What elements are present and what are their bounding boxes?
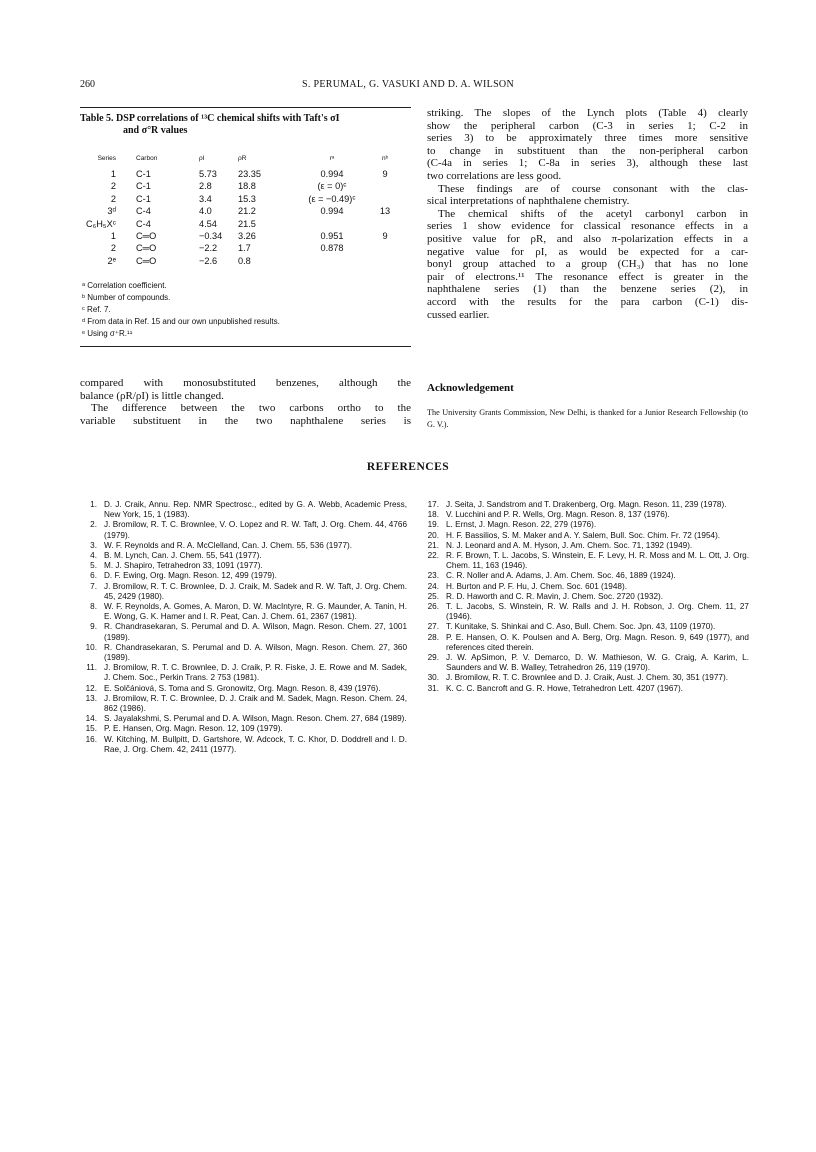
cell-rho-i: −0.34 [199,231,223,241]
reference-number: 10. [85,642,97,652]
table-top-rule [80,107,411,108]
acknowledgement-heading: Acknowledgement [427,382,514,394]
reference-text: B. M. Lynch, Can. J. Chem. 55, 541 (1977). [104,551,262,561]
references-right-column [425,500,749,694]
text-line: negative value for ρI, as would be expected for a car- [427,245,748,258]
text-line: These findings are of course consonant with the clas- [438,182,748,195]
cell-carbon: C═O [136,243,157,254]
reference-text: L. Ernst, J. Magn. Reson. 22, 279 (1976). [446,520,597,530]
text-line: accord with the results for the para carbon (C-1) dis- [427,295,748,308]
reference-number: 14. [85,714,97,724]
cell-n: 9 [382,231,388,241]
reference-text: H. F. Bassilios, S. M. Maker and A. Y. Salem, Bull. Soc. Chim. Fr. 72 (1954). [446,530,721,540]
reference-text: P. E. Hansen, Org. Magn. Reson. 12, 109 (1979). [104,724,283,734]
reference-number: 5. [90,561,97,571]
reference-text: M. J. Shapiro, Tetrahedron 33, 1091 (1977). [104,561,263,571]
reference-item [83,714,407,724]
running-title: S. PERUMAL, G. VASUKI AND D. A. WILSON [302,79,514,90]
cell-r: (ε = −0.49)ᶜ [308,193,356,204]
reference-item [83,520,407,540]
cell-rho-r: 18.8 [238,181,256,192]
reference-item [83,571,407,581]
cell-series: 2 [110,181,116,192]
reference-item [425,592,749,602]
reference-text: W. F. Reynolds, A. Gomes, A. Maron, D. W. MacIntyre, R. G. Maunder, A. Tanin, H. E. Wong, G. K. Hamer and I. R. Peat, Can. J. Chem. 61, 2367 (1981). [104,602,407,622]
reference-text: J. Seita, J. Sandstrom and T. Drakenberg, Org. Magn. Reson. 11, 239 (1978). [446,500,727,509]
cell-rho-i: −2.2 [199,243,218,254]
reference-text: C. R. Noller and A. Adams, J. Am. Chem. Soc. 46, 1889 (1924). [446,571,676,581]
reference-text: H. Burton and P. F. Hu, J. Chem. Soc. 601 (1948). [446,581,627,591]
reference-number: 19. [427,520,439,530]
reference-text: R. F. Brown, T. L. Jacobs, S. Winstein, E. F. Levy, H. R. Moss and M. L. Ott, J. Org. Chem. 11, 163 (1946). [446,551,749,571]
reference-item [83,684,407,694]
cell-series: 1 [110,169,116,179]
cell-rho-i: 4.0 [199,206,212,217]
footnote-a: ᵃ Correlation coefficient. [82,281,167,290]
reference-number: 20. [427,530,439,540]
reference-number: 12. [85,683,97,693]
text-line: positive value for ρR, and also π-polarization effects in a [427,232,748,245]
text-line: (C-4a in series 1; C-8a in series 3), although these last [427,157,748,170]
reference-item [83,724,407,734]
reference-number: 21. [427,540,439,550]
reference-item [425,622,749,632]
reference-item [425,653,749,673]
text-line: naphthalene series (1) than the benzene series (2), in [427,283,748,296]
left-column-text [80,377,411,427]
cell-series: 2 [110,193,116,204]
reference-item [83,622,407,642]
cell-rho-i: 5.73 [199,169,217,179]
footnote-b: ᵇ Number of compounds. [82,293,171,302]
reference-number: 27. [427,622,439,632]
cell-r: 0.994 [320,169,344,179]
reference-item [83,643,407,663]
cell-series: C₆H₅Xᶜ [85,218,116,229]
reference-number: 1. [90,500,97,509]
references-heading: REFERENCES [366,461,450,473]
reference-number: 2. [90,520,97,530]
reference-number: 29. [427,653,439,663]
reference-number: 15. [85,724,97,734]
reference-number: 8. [90,602,97,612]
footnote-e: ᵉ Using σ⁺R.¹¹ [82,329,133,338]
reference-number: 22. [427,551,439,561]
reference-text: T. Kunitake, S. Shinkai and C. Aso, Bull. Chem. Soc. Jpn. 43, 1109 (1970). [446,622,716,632]
reference-item [425,571,749,581]
reference-item [83,694,407,714]
column-header-carbon: Carbon [136,155,158,162]
reference-number: 18. [427,510,439,520]
reference-text: J. Bromilow, R. T. C. Brownlee, D. J. Craik and M. Sadek, Magn. Reson. Chem. 24, 862 (1986). [104,693,407,714]
cell-rho-i: 3.4 [199,193,212,204]
right-column-text [427,107,748,321]
reference-text: E. Solčániová, S. Toma and S. Gronowitz, Org. Magn. Reson. 8, 439 (1976). [104,683,381,693]
text-line: to change in substituent than the non-peripheral carbon [427,144,748,157]
cell-rho-r: 0.8 [238,255,251,266]
cell-series: 1 [110,231,116,241]
reference-number: 26. [427,602,439,612]
column-header-rho-r: ρR [238,155,247,162]
table-bottom-rule [80,346,411,347]
reference-text: P. E. Hansen, O. K. Poulsen and A. Berg, Org. Magn. Reson. 9, 649 (1977), and references cited therein. [446,632,749,652]
text-line: series 3) to be approximately three times more sensitive [427,132,748,145]
reference-number: 3. [90,540,97,550]
cell-carbon: C-4 [136,218,151,229]
table-caption-line-1: Table 5. DSP correlations of ¹³C chemical shifts with Taft's σI [80,113,340,124]
column-header-series: Series [97,155,116,162]
reference-item [425,633,749,653]
table-caption-line-2: and σ°R values [123,125,188,136]
cell-r: 0.951 [320,231,344,241]
reference-number: 17. [427,500,439,509]
reference-text: R. Chandrasekaran, S. Perumal and D. A. Wilson, Magn. Reson. Chem. 27, 360 (1989). [104,642,407,663]
reference-number: 9. [90,622,97,632]
cell-carbon: C-1 [136,193,151,204]
reference-text: T. L. Jacobs, S. Winstein, R. W. Ralls and J. H. Robson, J. Org. Chem. 11, 27 (1946). [446,602,749,622]
reference-text: R. D. Haworth and C. R. Mavin, J. Chem. Soc. 2720 (1932). [446,591,664,601]
reference-text: K. C. C. Bancroft and G. R. Howe, Tetrahedron Lett. 4207 (1967). [446,683,683,693]
cell-series: 3ᵈ [107,206,116,217]
text-line: cussed earlier. [427,308,490,321]
running-head [0,79,816,93]
text-line: two correlations are less good. [427,169,562,182]
footnote-c: ᶜ Ref. 7. [82,305,111,314]
references-left-column [83,500,407,755]
reference-item [425,500,749,510]
reference-item [425,551,749,571]
reference-text: J. Bromilow, R. T. C. Brownlee and D. J. Craik, Aust. J. Chem. 30, 351 (1977). [446,673,728,683]
reference-number: 6. [90,571,97,581]
text-line: series 1 show evidence for classical resonance effects in a [427,220,748,233]
reference-item [83,551,407,561]
reference-text: W. F. Reynolds and R. A. McClelland, Can. J. Chem. 55, 536 (1977). [104,540,353,550]
reference-number: 25. [427,591,439,601]
cell-rho-r: 21.2 [238,206,256,217]
reference-text: S. Jayalakshmi, S. Perumal and D. A. Wilson, Magn. Reson. Chem. 27, 684 (1989). [104,714,407,724]
cell-n: 13 [379,206,391,217]
text-line: variable substituent in the two naphthalene series is [80,414,411,427]
reference-text: D. F. Ewing, Org. Magn. Reson. 12, 499 (1979). [104,571,277,581]
reference-number: 31. [427,683,439,693]
table-caption [80,113,411,137]
reference-text: N. J. Leonard and A. M. Hyson, J. Am. Chem. Soc. 71, 1392 (1949). [446,540,693,550]
reference-number: 24. [427,581,439,591]
text-line: The chemical shifts of the acetyl carbonyl carbon in [438,207,748,220]
cell-series: 2 [110,243,116,254]
acknowledgement-text: The University Grants Commission, New Delhi, is thanked for a Junior Research Fellowship (to G. V.). [427,408,748,429]
reference-text: R. Chandrasekaran, S. Perumal and D. A. Wilson, Magn. Reson. Chem. 27, 1001 (1989). [104,622,407,642]
reference-number: 4. [90,551,97,561]
reference-item [425,582,749,592]
cell-r: 0.994 [320,206,344,217]
text-line: The difference between the two carbons ortho to the [91,402,411,415]
reference-item [425,531,749,541]
cell-carbon: C-1 [136,169,151,179]
cell-r: 0.878 [320,243,344,254]
reference-text: D. J. Craik, Annu. Rep. NMR Spectrosc., edited by G. A. Webb, Academic Press, New York, 15, 1 (1983). [104,500,407,520]
reference-item [83,735,407,755]
cell-rho-r: 3.26 [238,231,256,241]
reference-item [83,561,407,571]
column-header-rho-i: ρI [199,155,205,162]
text-line: compared with monosubstituted benzenes, although the [80,377,411,389]
cell-carbon: C═O [136,231,157,241]
reference-number: 30. [427,673,439,683]
reference-number: 23. [427,571,439,581]
reference-item [425,673,749,683]
reference-item [425,510,749,520]
cell-rho-r: 15.3 [238,193,256,204]
cell-carbon: C-4 [136,206,151,217]
cell-carbon: C═O [136,255,157,266]
cell-carbon: C-1 [136,181,151,192]
reference-item [83,602,407,622]
reference-text: V. Lucchini and P. R. Wells, Org. Magn. Reson. 8, 137 (1976). [446,510,670,520]
text-line: balance (ρR/ρI) is little changed. [80,389,224,402]
reference-item [83,663,407,683]
reference-item [83,500,407,520]
reference-text: J. Bromilow, R. T. C. Brownlee, V. O. Lopez and R. W. Taft, J. Org. Chem. 44, 4766 (1979). [104,520,407,540]
text-line: striking. The slopes of the Lynch plots (Table 4) clearly [427,107,748,119]
reference-text: J. Bromilow, R. T. C. Brownlee, D. J. Craik, P. R. Fiske, J. E. Rowe and M. Sadek, J. Chem. Soc., Perkin Trans. 2 753 (1981). [104,663,407,683]
reference-text: J. Bromilow, R. T. C. Brownlee, D. J. Craik, M. Sadek and R. W. Taft, J. Org. Chem. 45, 2429 (1980). [104,581,407,601]
reference-item [83,582,407,602]
page-number: 260 [80,79,95,90]
column-header-r: rᵃ [329,155,335,162]
cell-r: (ε = 0)ᶜ [317,181,347,192]
reference-number: 7. [90,581,97,591]
reference-item [425,602,749,622]
cell-series: 2ᵉ [107,255,116,266]
text-line: pair of electrons.¹¹ The resonance effect is greater in the [427,270,748,283]
text-line: show the peripheral carbon (C-3 in series 1; C-2 in [427,119,748,132]
cell-rho-i: 4.54 [199,218,217,229]
reference-text: W. Kitching, M. Bullpitt, D. Gartshore, W. Adcock, T. C. Khor, D. Doddrell and I. D. Rae, J. Org. Chem. 42, 2411 (1977). [104,734,407,754]
reference-text: J. W. ApSimon, P. V. Demarco, D. W. Mathieson, W. G. Craig, A. Karim, L. Saunders and W. B. Walley, Tetrahedron 26, 119 (1970). [446,653,749,673]
reference-number: 13. [85,693,97,703]
cell-n: 9 [382,169,388,179]
reference-number: 28. [427,632,439,642]
reference-item [83,541,407,551]
cell-rho-r: 23.35 [238,169,261,179]
reference-number: 16. [85,734,97,744]
reference-item [425,684,749,694]
reference-number: 11. [86,663,97,673]
text-line: bonyl group attached to a group (CH₃) that has no lone [427,258,748,271]
footnote-d: ᵈ From data in Ref. 15 and our own unpublished results. [82,317,280,326]
column-header-n: nᵇ [381,155,389,162]
reference-item [425,541,749,551]
cell-rho-r: 1.7 [238,243,251,254]
cell-rho-i: −2.6 [199,255,218,266]
text-line: sical interpretations of naphthalene chemistry. [427,195,630,208]
cell-rho-r: 21.5 [238,218,256,229]
reference-item [425,520,749,530]
cell-rho-i: 2.8 [199,181,212,192]
